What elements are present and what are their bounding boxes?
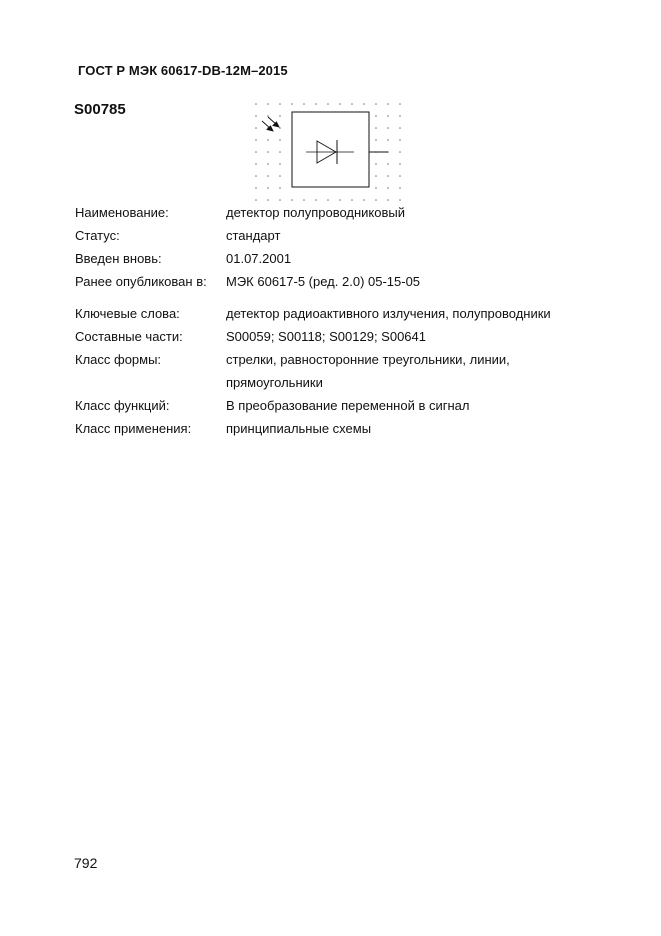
grid-dot [387,139,389,141]
page-number: 792 [74,855,98,871]
grid-dot [387,115,389,117]
property-label: Ключевые слова: [75,306,180,321]
property-row-published [75,270,586,293]
grid-dot [279,115,281,117]
property-row-components [75,325,586,348]
property-value: стандарт [226,228,281,243]
grid-dot [375,175,377,177]
property-value: МЭК 60617-5 (ред. 2.0) 05-15-05 [226,274,421,289]
property-label: Ранее опубликован в: [75,274,207,289]
properties-extra [75,302,586,440]
grid-dot [351,103,353,105]
grid-dot [399,163,401,165]
grid-dot [267,103,269,105]
grid-dot [255,127,257,129]
grid-dot [387,127,389,129]
grid-dot [327,103,329,105]
grid-dot [267,139,269,141]
grid-dot [315,103,317,105]
grid-dot [279,151,281,153]
grid-dot [387,103,389,105]
property-label: Введен вновь: [75,251,162,266]
grid-dot [279,187,281,189]
grid-dot [279,175,281,177]
property-row-shape-class-cont [75,371,586,394]
grid-dot [279,163,281,165]
grid-dot [399,103,401,105]
property-label: Класс функций: [75,398,170,413]
grid-dot [375,103,377,105]
property-value: 01.07.2001 [226,251,292,266]
grid-dot [267,115,269,117]
grid-dot [363,103,365,105]
grid-dot [375,163,377,165]
property-value: B преобразование переменной в сигнал [226,398,470,413]
grid-dot [267,175,269,177]
grid-dot [255,151,257,153]
property-row-name [75,201,586,224]
grid-dot [267,187,269,189]
property-label: Наименование: [75,205,169,220]
grid-dot [267,163,269,165]
grid-dot [387,187,389,189]
property-label: Составные части: [75,329,183,344]
grid-dot [399,187,401,189]
property-row-status [75,224,586,247]
grid-dot [375,187,377,189]
grid-dot [375,127,377,129]
grid-dot [399,175,401,177]
grid-dot [255,163,257,165]
grid-dot [279,103,281,105]
grid-dot [255,175,257,177]
property-row-shape-class [75,348,586,371]
properties-main [75,201,586,293]
grid-dot [279,139,281,141]
property-label-empty [75,371,226,394]
property-label: Класс формы: [75,352,162,367]
property-row-application-class [75,417,586,440]
grid-dot [375,115,377,117]
grid-dot [255,115,257,117]
grid-dot [291,103,293,105]
property-row-function-class [75,394,586,417]
property-value: принципиальные схемы [226,421,372,436]
property-row-keywords [75,302,586,325]
property-value: стрелки, равносторонние треугольники, линии, [226,352,510,367]
grid-dot [387,163,389,165]
grid-dot [375,139,377,141]
document-title: ГОСТ Р МЭК 60617-DB-12M–2015 [78,63,288,78]
property-label: Класс применения: [75,421,192,436]
grid-dot [399,151,401,153]
grid-dot [255,103,257,105]
grid-dot [399,127,401,129]
grid-dot [255,187,257,189]
grid-dot [255,139,257,141]
grid-dot [387,175,389,177]
grid-dot [267,151,269,153]
symbol-code: S00785 [74,101,126,118]
property-value: детектор радиоактивного излучения, полупроводники [226,306,551,321]
property-value: S00059; S00118; S00129; S00641 [226,329,426,344]
property-row-introduced [75,247,586,270]
photodiode-detector-symbol-icon [250,96,410,206]
property-value: детектор полупроводниковый [226,205,406,220]
property-value: прямоугольники [226,375,323,390]
grid-dot [303,103,305,105]
grid-dot [399,139,401,141]
grid-dot [399,115,401,117]
property-label: Статус: [75,228,120,243]
grid-dot [339,103,341,105]
